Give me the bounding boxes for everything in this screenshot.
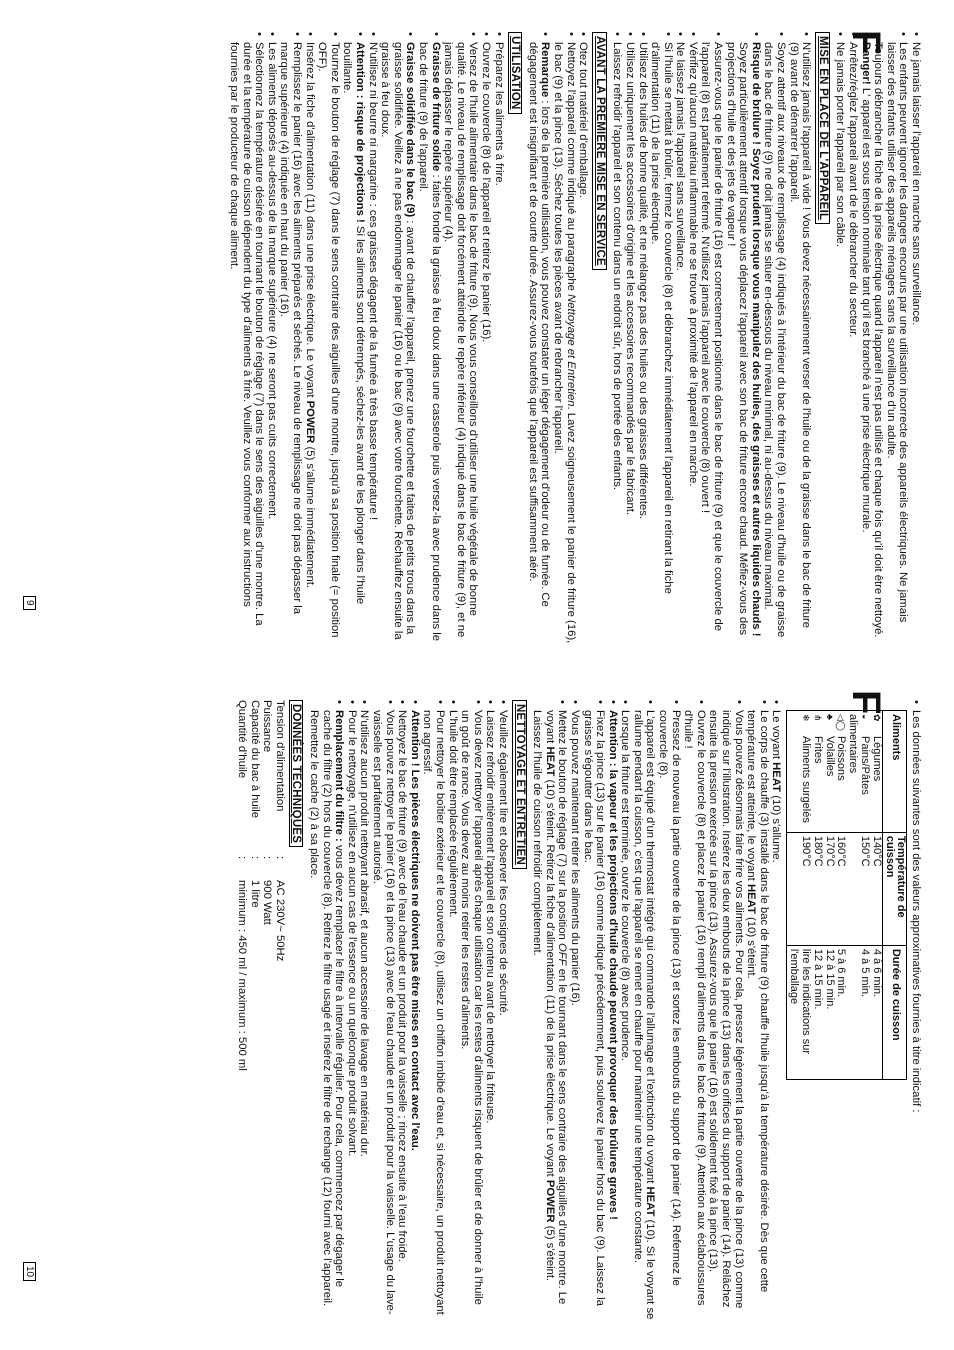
list-item: • Ouvrez le couvercle (8) de l'appareil et retirez le panier (16). bbox=[479, 32, 492, 644]
utilisation-list bbox=[228, 32, 505, 644]
fish-icon: ◁◯ bbox=[836, 714, 847, 731]
section-title-avant-premiere: AVANT LA PREMIERE MISE EN SERVICE bbox=[592, 32, 607, 270]
list-item: • Attention : la vapeur et les projections d'huile chaude peuvent provoquer des brûlures graves ! bbox=[606, 700, 619, 1320]
list-item: • Arrêtez/réglez l'appareil avant de le débrancher du secteur. bbox=[846, 32, 859, 644]
list-item: • Tournez le bouton de réglage (7) dans le sens contraire des aiguilles d'une montre, jusqu'à sa position finale (= position OFF). bbox=[316, 32, 341, 644]
list-item: • Nettoyez le bac de friture (9) avec de l'eau chaude et un produit pour la vaisselle ; rincez ensuite à l'eau froide. bbox=[396, 700, 409, 1320]
list-item: • Danger! L' appareil est sous tension nominale tant qu'il est branché à une prise électrique murale. bbox=[859, 32, 872, 644]
list-item: • Les aliments déposés au-dessus de la marque supérieure (4) ne seront pas cuits correctement. bbox=[265, 32, 278, 644]
list-item: • Pour le nettoyage, n'utilisez en aucun cas de l'essence ou un quelconque produit solvant. bbox=[345, 700, 358, 1320]
table-intro: • Les données suivantes sont des valeurs approximatives fournies à titre indicatif : bbox=[909, 700, 922, 1320]
list-item: • Vous pouvez nettoyer le panier (16) et la pince (13) avec de l'eau chaude et un produit pour la vaisselle. L'usage du lave-vaisselle est parfaitement autorisé. bbox=[370, 700, 395, 1320]
list-item: • Attention : risque de projections ! Si les aliments sont détrempés, séchez-les avant de les plonger dans l'huile bouillante. bbox=[341, 32, 366, 644]
page-number-10: 10 bbox=[23, 1262, 36, 1281]
table-row: ◒Pains/Pâtes alimentaires 150°C 4 à 5 min. bbox=[846, 711, 870, 1080]
list-item: • Utilisez uniquement les accessoires d'origine et les accessoires recommandés par le fabricant. bbox=[623, 32, 636, 644]
section-title-donnees-techniques: DONNÉES TECHNIQUES bbox=[289, 700, 304, 847]
table-row: ♣Volailles 170°C 12 à 15 min. bbox=[823, 711, 835, 1080]
table-row: ✿Légumes 140°C 4 à 6 min. bbox=[870, 711, 882, 1080]
vegetables-icon: ✿ bbox=[871, 714, 882, 722]
fries-icon: ⋔ bbox=[812, 714, 823, 722]
page-number-9: 9 bbox=[23, 596, 36, 610]
list-item: • Préparez les aliments à frire. bbox=[492, 32, 505, 644]
col-duree: Durée de cuisson bbox=[882, 945, 907, 1079]
page-10 bbox=[82, 700, 922, 1320]
list-item: • Versez de l'huile alimentaire dans le bac de friture (9). Nous vous conseillons d'utiliser une huile végétale de bonne qualité. Le niveau de remplissage doit forcément atteindre le repère inférieur (4) indiqué dans le bac de friture (9), et ne jamais dépasser le repère supérieur (4). bbox=[442, 32, 480, 644]
list-item: • Attention ! Les pièces électriques ne doivent pas être mises en contact avec l'eau. bbox=[408, 700, 421, 1320]
list-item: • Ne jamais porter l'appareil par son câble. bbox=[834, 32, 847, 644]
list-item: • Utilisez des huiles de bonne qualité, et ne mélangez pas des huiles ou des graisses différentes. bbox=[636, 32, 649, 644]
poultry-icon: ♣ bbox=[824, 714, 835, 720]
avant-premiere-list bbox=[526, 32, 589, 644]
table-row: ⋔Frites 180°C 12 à 15 min. bbox=[811, 711, 823, 1080]
list-item: • Fixez la pince (13) sur le panier (16) comme indiqué précédemment, puis soulevez le panier hors du bac (9). Laissez la graisse s'égoutter dans le bac. bbox=[581, 700, 606, 1320]
list-item: • Ne jamais laisser l'appareil en marche sans surveillance. bbox=[909, 32, 922, 644]
table-row: ❄Aliments surgelés 190°C lire les indications sur l'emballage bbox=[787, 711, 811, 1080]
list-item: • Les enfants peuvent ignorer les dangers encourus par une utilisation incorrecte des appareils électriques. Ne jamais laisser des enfants utiliser des appareils ménagers sans la surveillance d'un adulte. bbox=[884, 32, 909, 644]
list-item: • Ouvrez le couvercle (8) et placez le panier (16) rempli d'aliments dans le bac de friture (9). Attention aux éclaboussures d'huile ! bbox=[682, 700, 707, 1320]
list-item: • Insérez la fiche d'alimentation (11) dans une prise électrique. Le voyant POWER (5) s'allume immédiatement. bbox=[303, 32, 316, 644]
table-row: Puissance : 900 Watt bbox=[261, 700, 274, 925]
list-item: • Toujours débrancher la fiche de la prise électrique quand l'appareil n'est pas utilisé et chaque fois qu'il doit être nettoyé. bbox=[872, 32, 885, 644]
table-row: Quantité d'huile : minimum : 450 ml / maximum : 500 ml bbox=[236, 700, 249, 1071]
table-row: Tension d'alimentation : AC 230V~ 50Hz bbox=[273, 700, 286, 962]
list-item: • Sélectionnez la température désirée en tournant le bouton de réglage (7) dans le sens des aiguilles d'une montre. La durée et la température de cuisson dépendent du type d'aliments à frire. Veuillez vous conformer aux instructions fournies par le producteur de chaque aliment. bbox=[228, 32, 266, 644]
list-item: • Vous pouvez désormais faire frire vos aliments. Pour cela, pressez légèrement la partie ouverte de la pince (13) comme indiqué sur l'illustration. Insérez les deux embouts de la pince (13) dans les orifices du support de panier (14). Relâchez ensuite la pression exercée sur la pince (13). Assurez-vous que le panier (16) est solidement fixé à la pince (13). bbox=[707, 700, 745, 1320]
list-item: • N'utilisez aucun produit nettoyant abrasif, et aucun accessoire de lavage en matériau dur. bbox=[358, 700, 371, 1320]
list-item: • Si l'huile se mettait à brûler, fermez le couvercle (8) et débranchez immédiatement l'appareil en retirant la fiche d'alimentation (11) de la prise électrique. bbox=[649, 32, 674, 644]
language-marker-p10: F bbox=[844, 690, 888, 715]
list-item: • N'utilisez jamais l'appareil à vide ! Vous devez nécessairement verser de l'huile ou de la graisse dans le bac de friture (9) avant de démarrer l'appareil. bbox=[787, 32, 812, 644]
list-item: • Remarque : lors de la première utilisation, vous pouvez constater un léger dégagement d'odeur ou de fumée. Ce dégagement est insignifiant et de courte durée. Assurez-vous toutefois que l'appareil est suffisamment aéré. bbox=[526, 32, 551, 644]
tech-specs-table bbox=[236, 700, 286, 1077]
list-item: • Remplacement du filtre : vous devez remplacer le filtre à intervalle régulier. Pour cela, commencez par dégager le cache du filtre (2) hors du couvercle (8). Retirez le filtre usagé et insérez le filtre de rechange (12) fourni avec l'appareil. Remettez le cache (2) à sa place. bbox=[307, 700, 345, 1320]
list-item: • Remplissez le panier (16) avec les aliments préparés et séchés. Le niveau de remplissage ne doit pas dépasser la marque supérieure (4) indiquée en haut du panier (16). bbox=[278, 32, 303, 644]
list-item: • Vous devez nettoyer l'appareil après chaque utilisation car les restes d'aliments risquent de brûler et de donner à l'huile un goût de rance. Vous devez au moins retirer les restes d'aliments. bbox=[459, 700, 484, 1320]
section-title-nettoyage: NETTOYAGE ET ENTRETIEN bbox=[512, 700, 527, 869]
list-item: • Veuillez également lire et observer les consignes de sécurité. bbox=[496, 700, 509, 1320]
page-9 bbox=[82, 32, 922, 644]
nettoyage-list bbox=[307, 700, 509, 1320]
list-item: • Mettez le bouton de réglage (7) sur la position OFF en le tournant dans le sens contraire des aiguilles d'une montre. Le voyant HEAT (10) s'éteint. Retirez la fiche d'alimentation (11) de la prise électrique. Le voyant POWER (5) s'éteint. Laissez l'huile de cuisson refroidir complètement. bbox=[531, 700, 569, 1320]
list-item: • Vous pouvez maintenant retirer les aliments du panier (16). bbox=[568, 700, 581, 1320]
list-item: • L'huile doit être remplacée régulièrement. bbox=[446, 700, 459, 1320]
section-title-mise-en-place: MISE EN PLACE DE L'APPAREIL bbox=[815, 32, 830, 224]
col-aliments: Aliments bbox=[882, 711, 907, 833]
table-row: ◁◯Poissons 160°C 5 à 6 min. bbox=[835, 711, 847, 1080]
list-item: • Assurez-vous que le panier de friture (16) est correctement positionné dans le bac de friture (9) et que le couvercle de l'appareil (8) est parfaitement refermé. N'utilisez jamais l'appareil avec le couvercle (8) ouvert ! bbox=[699, 32, 724, 644]
language-marker-p9: F bbox=[844, 30, 888, 55]
frozen-icon: ❄ bbox=[801, 714, 812, 722]
col-temperature: Température de cuisson bbox=[882, 832, 907, 945]
list-item: • Laissez refroidir entièrement l'appareil et son contenu avant de nettoyer la friteuse. bbox=[484, 700, 497, 1320]
cooking-table bbox=[786, 710, 907, 1080]
section-title-utilisation: UTILISATION bbox=[508, 32, 523, 114]
list-item: • Graisse de friture solide : faites fondre la graisse à feu doux dans une casserole puis versez-la avec prudence dans le bac de friture (9) de l'appareil. bbox=[416, 32, 441, 644]
list-item: • L'appareil est équipé d'un thermostat intégré qui commande l'allumage et l'extinction du voyant HEAT (10). Si le voyant se rallume pendant la cuisson, c'est que l'appareil se remet en chauffe pour maintenir une température constante. bbox=[631, 700, 656, 1320]
list-item: • Laissez refroidir l'appareil et son contenu dans un endroit sûr, hors de portée des enfants. bbox=[611, 32, 624, 644]
list-item: • Otez tout matériel d'emballage. bbox=[577, 32, 590, 644]
intro-list bbox=[834, 32, 922, 644]
list-item: • Nettoyez l'appareil comme indiqué au paragraphe Nettoyage et Entretien. Lavez soigneusement le panier de friture (16), le bac (9) et la pince (13). Séchez toutes les pièces avant de rebrancher l'appareil. bbox=[551, 32, 576, 644]
list-item: • Vérifiez qu'aucun matériau inflammable ne se trouve à proximité de l'appareil en marche. bbox=[686, 32, 699, 644]
mise-en-place-list bbox=[611, 32, 813, 644]
table-row: Capacité du bac à huile : 1 litre bbox=[248, 700, 261, 908]
bread-icon: ◒ bbox=[860, 714, 871, 720]
usage-list bbox=[531, 700, 783, 1320]
list-item: • Le corps de chauffe (3) installé dans le bac de friture (9) chauffe l'huile jusqu'à la température désirée. Dès que cette température est atteinte, le voyant HEAT (10) s'éteint. bbox=[745, 700, 770, 1320]
list-item: • Soyez attentif aux niveaux de remplissage (4) indiqués à l'intérieur du bac de friture (9). Le niveau d'huile ou de graisse dans le bac de friture (9) ne doit jamais se situer en-dessous du niveau minimal, ni au-dessus du niveau maximal. bbox=[762, 32, 787, 644]
list-item: • Pressez de nouveau la partie ouverte de la pince (13) et sortez les embouts du support de panier (14). Refermez le couvercle (8). bbox=[657, 700, 682, 1320]
list-item: • Le voyant HEAT (10) s'allume. bbox=[770, 700, 783, 1320]
list-item: • Risque de brûlure ! Soyez prudent lorsque vous manipulez des huiles, des graisses et autres liquides chauds ! Soyez particulièrement attentif lorsque vous déplacez l'appareil avec son bac de friture encore chaud. Méfiez-vous des projections d'huile et des jets de vapeur ! bbox=[724, 32, 762, 644]
list-item: • N'utilisez ni beurre ni margarine : ces graisses dégagent de la fumée à très basse température ! bbox=[366, 32, 379, 644]
list-item: • Graisse solidifiée dans le bac (9) : avant de chauffer l'appareil, prenez une fourchette et faites de petits trous dans la graisse solidifiée. Veillez à ne pas endommager le panier (16) ou le bac (9) avec votre fourchette. Réchauffez ensuite la graisse à feu doux. bbox=[379, 32, 417, 644]
list-item: • Ne laissez jamais l'appareil sans surveillance. bbox=[674, 32, 687, 644]
list-item: • Pour nettoyer le boîtier extérieur et le couvercle (8), utilisez un chiffon imbibé d'eau et, si nécessaire, un produit nettoyant non agressif. bbox=[421, 700, 446, 1320]
list-item: • Lorsque la friture est terminée, ouvrez le couvercle (8) avec prudence. bbox=[619, 700, 632, 1320]
